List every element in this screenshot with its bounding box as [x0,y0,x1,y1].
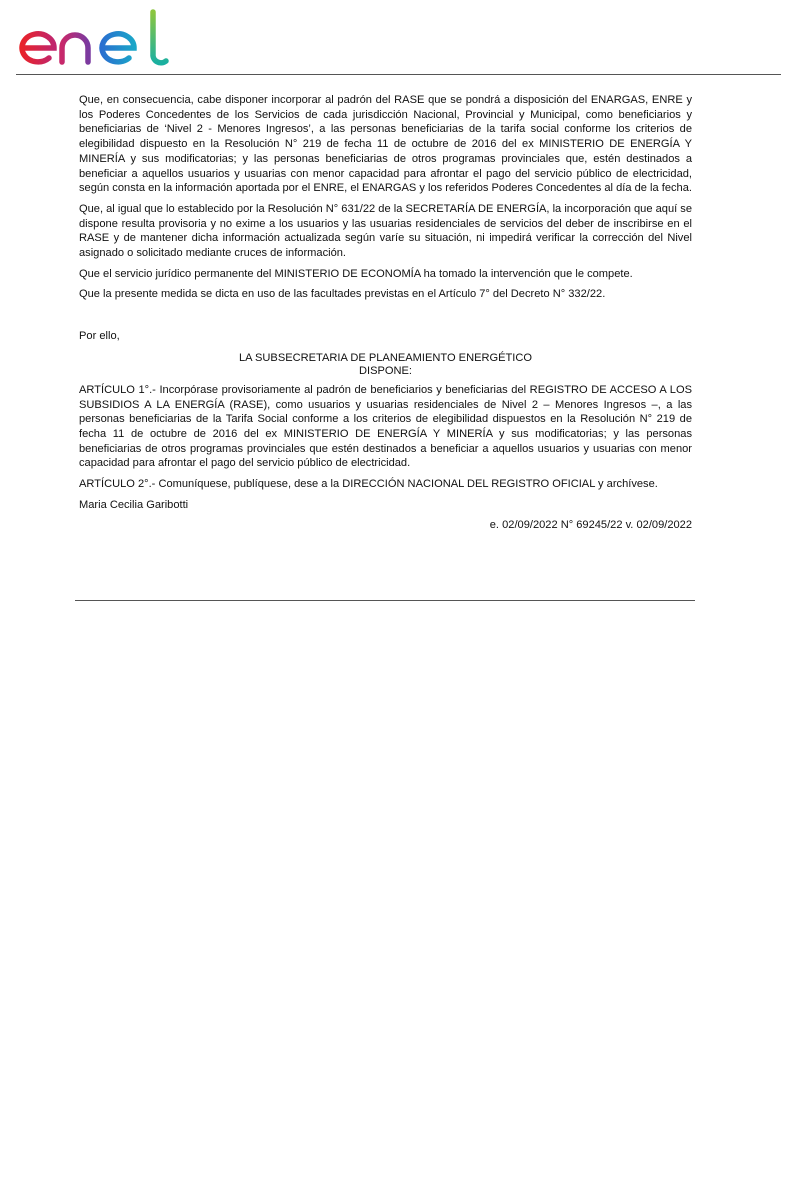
dispone-heading: DISPONE: [358,365,412,378]
document-body [79,93,692,539]
spacer [79,308,692,329]
paragraph-considerando-4: Que la presente medida se dicta en uso de las facultades previstas en el Artículo 7° del Decreto N° 332/22. [79,288,606,301]
enel-logo [16,8,176,68]
header-divider [16,74,781,75]
paragraph-considerando-3: Que el servicio jurídico permanente del MINISTERIO DE ECONOMÍA ha tomado la intervención que le compete. [79,267,633,280]
publication-reference: e. 02/09/2022 N° 69245/22 v. 02/09/2022 [489,519,692,532]
paragraph-considerando-2: Que, al igual que lo establecido por la Resolución N° 631/22 de la SECRETARÍA DE ENERGÍA, la incorporación que aquí se dispone resulta provisoria y no exime a los usuarios y las usuarias residenciales de servicios del deber de inscribirse en el RASE y de mantener dicha información actualizada según varíe su situación, ni impedirá verificar la corrección del Nivel asignado o solicitado mediante cruces de información. [79,202,692,260]
article-1: ARTÍCULO 1°.- Incorpórase provisoriamente al padrón de beneficiarios y beneficiarias del REGISTRO DE ACCESO A LOS SUBSIDIOS A LA ENERGÍA (RASE), como usuarios y usuarias residenciales de Nivel 2 – Menores Ingresos –, a las personas beneficiarias de la Tarifa Social conforme a los criterios de elegibilidad dispuestos en la Resolución N° 219 de fecha 11 de octubre de 2016 del ex MINISTERIO DE ENERGÍA Y MINERÍA y sus modificatorias; y las personas beneficiarias de otros programas provinciales que estén destinados a beneficiar a aquellos usuarios y usuarias con menor capacidad para afrontar el pago del servicio público de electricidad. [79,383,692,470]
enel-logo-text: enel [16,8,18,9]
signatory-name: Maria Cecilia Garibotti [79,498,189,511]
footer-divider [75,600,695,601]
paragraph-considerando-1: Que, en consecuencia, cabe disponer incorporar al padrón del RASE que se pondrá a disposición del ENARGAS, ENRE y los Poderes Concedentes de los Servicios de cada jurisdicción Nacional, Provincial y Municipal, como beneficiarios y beneficiarias de ‘Nivel 2 - Menores Ingresos’, a las personas beneficiarias de la tarifa social conforme los criterios de elegibilidad dispuesto en la Resolución N° 219 de fecha 11 de octubre de 2016 del ex MINISTERIO DE ENERGÍA Y MINERÍA y sus modificatorias; y las personas beneficiarias de otros programas provinciales que, estén destinados a beneficiar a aquellos usuarios y usuarias con menor capacidad para afrontar el pago del servicio público de electricidad, según consta en la información aportada por el ENRE, el ENARGAS y los referidos Poderes Concedentes al día de la fecha. [79,94,692,195]
resolution-heading [79,352,692,379]
issuing-authority: LA SUBSECRETARIA DE PLANEAMIENTO ENERGÉTICO [238,351,533,364]
article-2: ARTÍCULO 2°.- Comuníquese, publíquese, dese a la DIRECCIÓN NACIONAL DEL REGISTRO OFICIAL y archívese. [79,478,658,491]
por-ello: Por ello, [79,330,120,343]
